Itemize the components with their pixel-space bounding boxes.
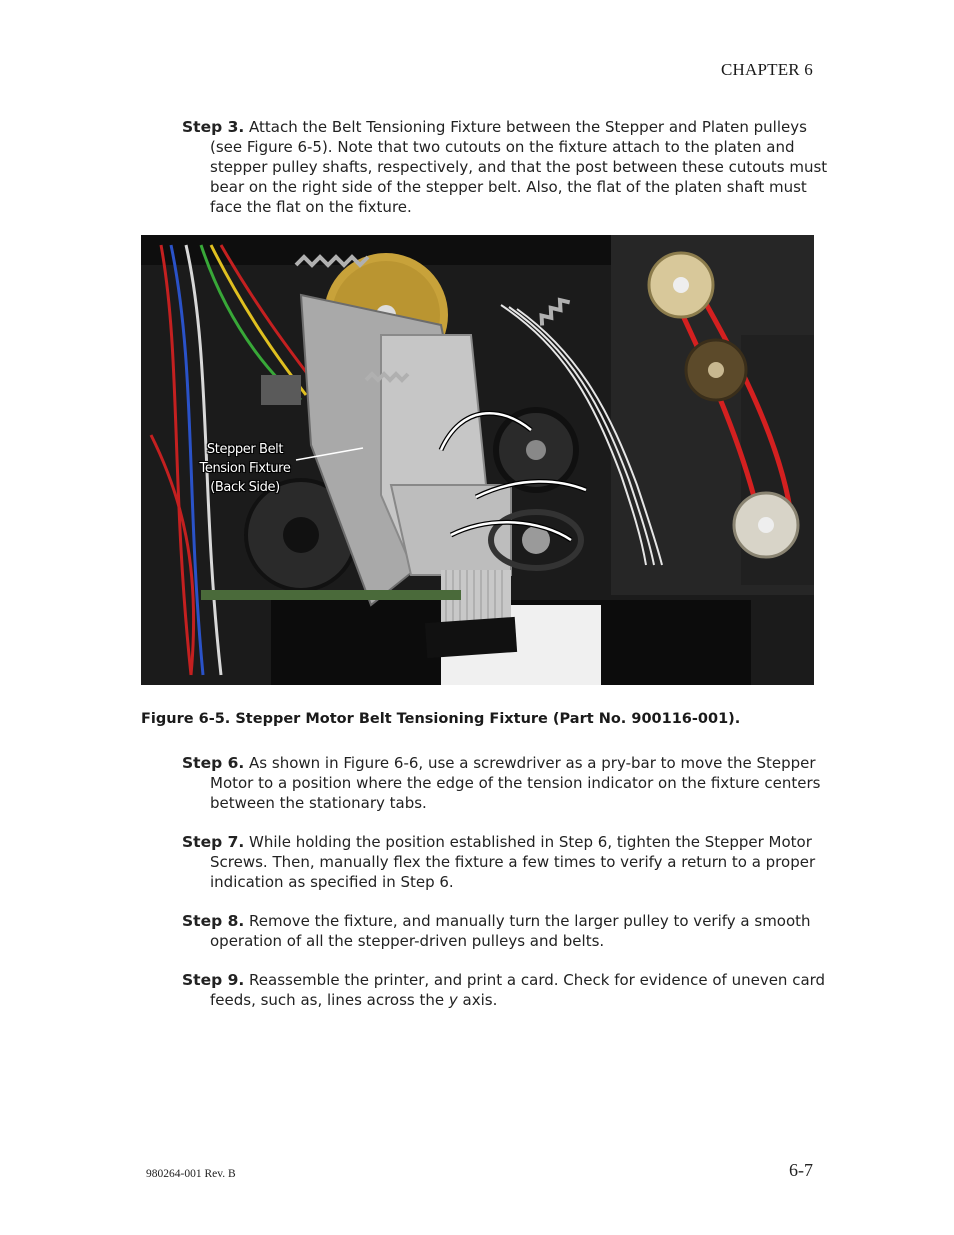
- step-text: As shown in Figure 6-6, use a screwdriver as a pry-bar to move the Stepper Motor to a position where the edge of the tension indicator on the fixture centers between the stationary tabs.: [210, 754, 821, 812]
- document-number: 980264-001 Rev. B: [146, 1168, 236, 1180]
- figure-callout-label: [190, 440, 300, 497]
- step-label: Step 7.: [182, 833, 245, 851]
- page-number: 6-7: [789, 1160, 813, 1180]
- step-label: Step 8.: [182, 912, 245, 930]
- step-text: Remove the fixture, and manually turn the larger pulley to verify a smooth operation of all the stepper-driven pulleys and belts.: [210, 912, 811, 950]
- callout-line: Tension Fixture: [199, 461, 291, 476]
- figure-caption: Figure 6-5. Stepper Motor Belt Tensioning Fixture (Part No. 900116-001).: [141, 711, 741, 727]
- step-text: While holding the position established in Step 6, tighten the Stepper Motor Screws. Then, manually flex the fixture a few times to verify a return to a proper indication as specified in Step 6.: [210, 833, 816, 891]
- chapter-heading: CHAPTER 6: [720, 60, 813, 79]
- step-label: Step 9.: [182, 971, 245, 989]
- step-text-italic: y: [448, 991, 458, 1009]
- step-6: [182, 753, 842, 813]
- step-9: [182, 970, 842, 1010]
- callout-line: (Back Side): [210, 480, 280, 495]
- step-text: Attach the Belt Tensioning Fixture between the Stepper and Platen pulleys (see Figure 6-5). Note that two cutouts on the fixture attach to the platen and stepper pulley shafts, respectively, and that the post between these cutouts must bear on the right side of the stepper belt. Also, the flat of the platen shaft must face the flat on the fixture.: [210, 118, 828, 216]
- step-label: Step 3.: [182, 118, 245, 136]
- step-8: [182, 911, 842, 951]
- step-text: Reassemble the printer, and print a card. Check for evidence of uneven card feeds, such as, lines across the: [210, 971, 826, 1009]
- step-label: Step 6.: [182, 754, 245, 772]
- step-7: [182, 832, 842, 892]
- step-3: [182, 117, 842, 217]
- step-text: axis.: [457, 991, 498, 1009]
- callout-line: Stepper Belt: [206, 442, 284, 457]
